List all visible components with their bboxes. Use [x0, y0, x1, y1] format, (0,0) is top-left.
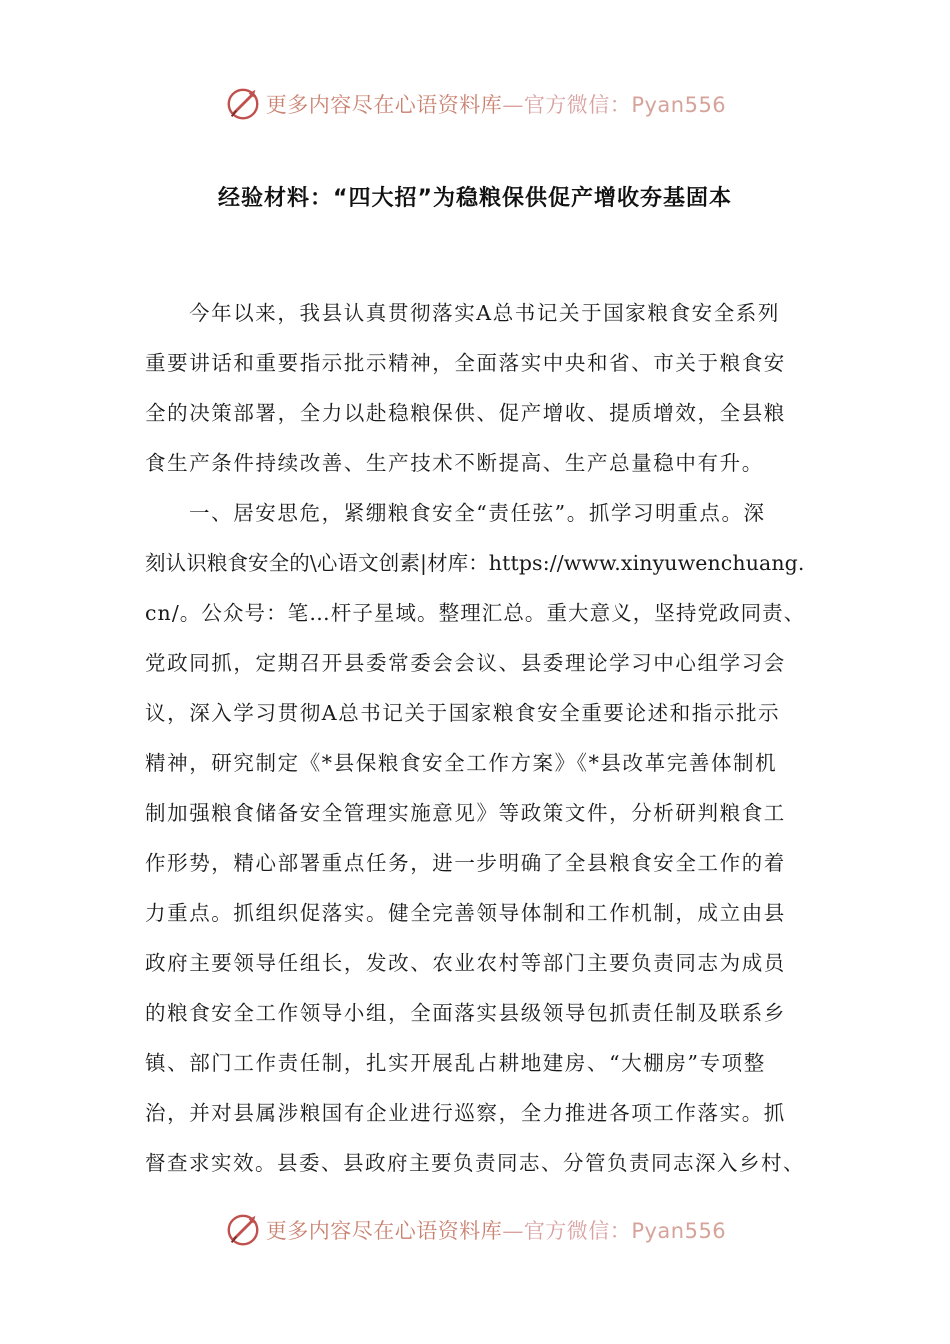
body-line: 一、居安思危，紧绷粮食安全“责任弦”。抓学习明重点。深: [189, 501, 766, 525]
pen-logo-icon: [224, 1211, 262, 1249]
footer-banner: [0, 1210, 950, 1250]
pen-logo-icon: [224, 85, 262, 123]
banner-dash: —: [502, 93, 524, 117]
body-line: 刻认识粮食安全的\心语文创素|材库：https://www.xinyuwenchuang.: [145, 551, 805, 575]
banner-text: [266, 1215, 726, 1245]
body-line: 力重点。抓组织促落实。健全完善领导体制和工作机制，成立由县: [145, 901, 786, 925]
banner-brand: 更多内容尽在心语资料库: [265, 93, 503, 117]
banner-brand: 更多内容尽在心语资料库: [265, 1219, 503, 1243]
body-line: 治，并对县属涉粮国有企业进行巡察，全力推进各项工作落实。抓: [145, 1101, 786, 1125]
banner-text: [266, 89, 726, 119]
body-line: cn/。公众号：笔…杆子星域。整理汇总。重大意义，坚持党政同责、: [145, 601, 806, 625]
body-line: 制加强粮食储备安全管理实施意见》等政策文件，分析研判粮食工: [145, 801, 786, 825]
body-line: 精神，研究制定《*县保粮食安全工作方案》《*县改革完善体制机: [145, 751, 778, 775]
banner-dash: —: [502, 1219, 524, 1243]
body-line: 督查求实效。县委、县政府主要负责同志、分管负责同志深入乡村、: [145, 1151, 805, 1175]
banner-label: 官方微信：: [523, 1219, 632, 1243]
body-line: 重要讲话和重要指示批示精神，全面落实中央和省、市关于粮食安: [145, 351, 786, 375]
body-line: 今年以来，我县认真贯彻落实A总书记关于国家粮食安全系列: [189, 301, 781, 325]
document-body: [145, 288, 805, 1188]
banner-handle: Pyan556: [631, 93, 727, 117]
body-line: 全的决策部署，全力以赴稳粮保供、促产增收、提质增效，全县粮: [145, 401, 786, 425]
body-line: 食生产条件持续改善、生产技术不断提高、生产总量稳中有升。: [145, 451, 764, 475]
banner-handle: Pyan556: [631, 1219, 727, 1243]
body-line: 议，深入学习贯彻A总书记关于国家粮食安全重要论述和指示批示: [145, 701, 781, 725]
banner-label: 官方微信：: [523, 93, 632, 117]
body-line: 作形势，精心部署重点任务，进一步明确了全县粮食安全工作的着: [145, 851, 786, 875]
header-banner: [0, 84, 950, 124]
body-line: 镇、部门工作责任制，扎实开展乱占耕地建房、“大棚房”专项整: [145, 1051, 766, 1075]
body-line: 党政同抓，定期召开县委常委会会议、县委理论学习中心组学习会: [145, 651, 786, 675]
document-title: 经验材料：“四大招”为稳粮保供促产增收夯基固本: [218, 186, 732, 211]
body-line: 的粮食安全工作领导小组，全面落实县级领导包抓责任制及联系乡: [145, 1001, 786, 1025]
body-line: 政府主要领导任组长，发改、农业农村等部门主要负责同志为成员: [145, 951, 786, 975]
